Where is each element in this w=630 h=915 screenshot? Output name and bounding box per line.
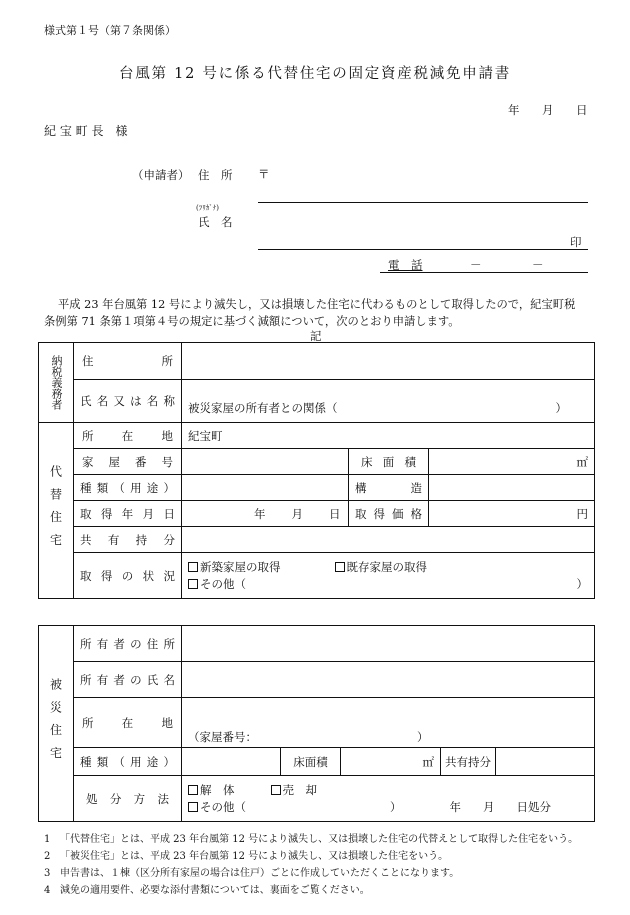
acq-date-label: 取得年月日 bbox=[74, 501, 182, 527]
status-label: 取得の状況 bbox=[74, 553, 182, 599]
damaged-type-label: 種類（用途） bbox=[74, 748, 182, 776]
phone-label: 電 話 bbox=[388, 258, 423, 272]
taxpayer-name-label: 氏名又は名称 bbox=[74, 380, 182, 423]
taxpayer-address-label: 住 所 bbox=[74, 343, 182, 380]
postal-mark: 〒 bbox=[258, 167, 270, 181]
damaged-section-label: 被災住宅 bbox=[39, 626, 74, 822]
furigana-label: (ﾌﾘｶﾞﾅ) bbox=[196, 204, 219, 212]
replacement-location-field[interactable]: 紀宝町 bbox=[182, 423, 595, 449]
disposal-field bbox=[182, 776, 595, 822]
structure-field[interactable] bbox=[429, 475, 595, 501]
damaged-share-label: 共有持分 bbox=[441, 748, 496, 776]
note-item: 3 申告書は、１棟（区分所有家屋の場合は住戸）ごとに作成していただくことになります。 bbox=[44, 868, 460, 879]
damaged-location-field[interactable] bbox=[182, 698, 595, 748]
damaged-floor-area-unit: ㎡ bbox=[422, 754, 434, 769]
taxpayer-name-field[interactable] bbox=[182, 380, 595, 423]
form-number: 様式第１号（第７条関係） bbox=[44, 24, 176, 37]
phone-underline bbox=[380, 272, 588, 273]
opt-sale-checkbox[interactable]: 売 却 bbox=[271, 783, 318, 797]
intro-line-1: 平成 23 年台風第 12 号により滅失し，又は損壊した住宅に代わるものとして取得したので，紀宝町税 bbox=[58, 298, 576, 311]
acq-day: 日 bbox=[329, 506, 341, 521]
shared-field[interactable] bbox=[182, 527, 595, 553]
relation-close: ） bbox=[555, 401, 567, 415]
opt-existing-checkbox[interactable]: 既存家屋の取得 bbox=[335, 560, 428, 574]
disposal-other-checkbox[interactable]: その他（ bbox=[188, 800, 246, 814]
acq-price-label: 取得価格 bbox=[349, 501, 429, 527]
owner-name-label: 所有者の氏名 bbox=[74, 662, 182, 698]
damaged-type-field[interactable] bbox=[182, 748, 281, 776]
phone-separator-2: － bbox=[532, 258, 544, 272]
type-label: 種類（用途） bbox=[74, 475, 182, 501]
replacement-section-label: 代替住宅 bbox=[39, 423, 74, 599]
damaged-floor-area-field[interactable] bbox=[341, 748, 441, 776]
replacement-location-label: 所 在 地 bbox=[74, 423, 182, 449]
damaged-share-field[interactable] bbox=[496, 748, 595, 776]
structure-label: 構 造 bbox=[349, 475, 429, 501]
house-number-text: （家屋番号： bbox=[188, 730, 257, 744]
seal-mark: 印 bbox=[570, 235, 582, 249]
house-number-field[interactable] bbox=[182, 449, 349, 475]
acq-date-field[interactable] bbox=[182, 501, 349, 527]
house-number-label: 家屋番号 bbox=[74, 449, 182, 475]
floor-area-unit: ㎡ bbox=[576, 454, 589, 469]
relation-text: 被災家屋の所有者との関係（ bbox=[188, 401, 338, 415]
opt-other-close: ） bbox=[576, 576, 589, 591]
acq-price-unit: 円 bbox=[576, 506, 589, 521]
damaged-location-label: 所 在 地 bbox=[74, 698, 182, 748]
taxpayer-address-field[interactable] bbox=[182, 343, 595, 380]
application-table bbox=[38, 342, 595, 599]
applicant-name-label: 氏 名 bbox=[198, 215, 233, 229]
date-month-label: 月 bbox=[542, 103, 554, 117]
opt-other-checkbox[interactable]: その他（ bbox=[188, 576, 246, 593]
disposal-label: 処分方法 bbox=[74, 776, 182, 822]
opt-demolish-checkbox[interactable]: 解 体 bbox=[188, 783, 235, 797]
shared-label: 共有持分 bbox=[74, 527, 182, 553]
name-underline bbox=[258, 249, 588, 250]
damaged-floor-area-label: 床面積 bbox=[281, 748, 341, 776]
acq-year: 年 bbox=[254, 506, 266, 521]
acq-month: 月 bbox=[291, 506, 303, 521]
note-item: 2 「被災住宅」とは、平成 23 年台風第 12 号により滅失し、又は損壊した住宅をいう。 bbox=[44, 851, 449, 862]
applicant-label: （申請者） bbox=[132, 168, 190, 182]
address-underline bbox=[258, 202, 588, 203]
status-field bbox=[182, 553, 595, 599]
damaged-house-table bbox=[38, 625, 595, 822]
floor-area-field[interactable] bbox=[429, 449, 595, 475]
date-year-label: 年 bbox=[508, 103, 520, 117]
disp-month: 月 bbox=[483, 799, 495, 814]
applicant-address-label: 住 所 bbox=[198, 168, 233, 182]
addressee: 紀 宝 町 長 様 bbox=[44, 124, 128, 138]
floor-area-label: 床面積 bbox=[349, 449, 429, 475]
note-item: 4 減免の適用要件、必要な添付書類については、裏面をご覧ください。 bbox=[44, 885, 370, 896]
owner-address-field[interactable] bbox=[182, 626, 595, 662]
opt-new-checkbox[interactable]: 新築家屋の取得 bbox=[188, 560, 281, 574]
house-number-close: ） bbox=[417, 730, 429, 744]
ki-label: 記 bbox=[310, 329, 322, 343]
intro-line-2: 条例第 71 条第１項第４号の規定に基づく減額について，次のとおり申請します。 bbox=[44, 315, 460, 328]
date-day-label: 日 bbox=[576, 103, 588, 117]
acq-price-field[interactable] bbox=[429, 501, 595, 527]
type-field[interactable] bbox=[182, 475, 349, 501]
note-item: 1 「代替住宅」とは、平成 23 年台風第 12 号により滅失し、又は損壊した住宅の代替えとして取得した住宅をいう。 bbox=[44, 834, 579, 845]
disp-year: 年 bbox=[449, 799, 461, 814]
phone-separator-1: － bbox=[470, 258, 482, 272]
owner-name-field[interactable] bbox=[182, 662, 595, 698]
disposal-other-close: ） bbox=[390, 799, 402, 814]
disp-day: 日処分 bbox=[516, 799, 551, 814]
page-title: 台風第 12 号に係る代替住宅の固定資産税減免申請書 bbox=[119, 66, 511, 82]
owner-address-label: 所有者の住所 bbox=[74, 626, 182, 662]
taxpayer-section-label: 納税義務者 bbox=[39, 343, 74, 423]
